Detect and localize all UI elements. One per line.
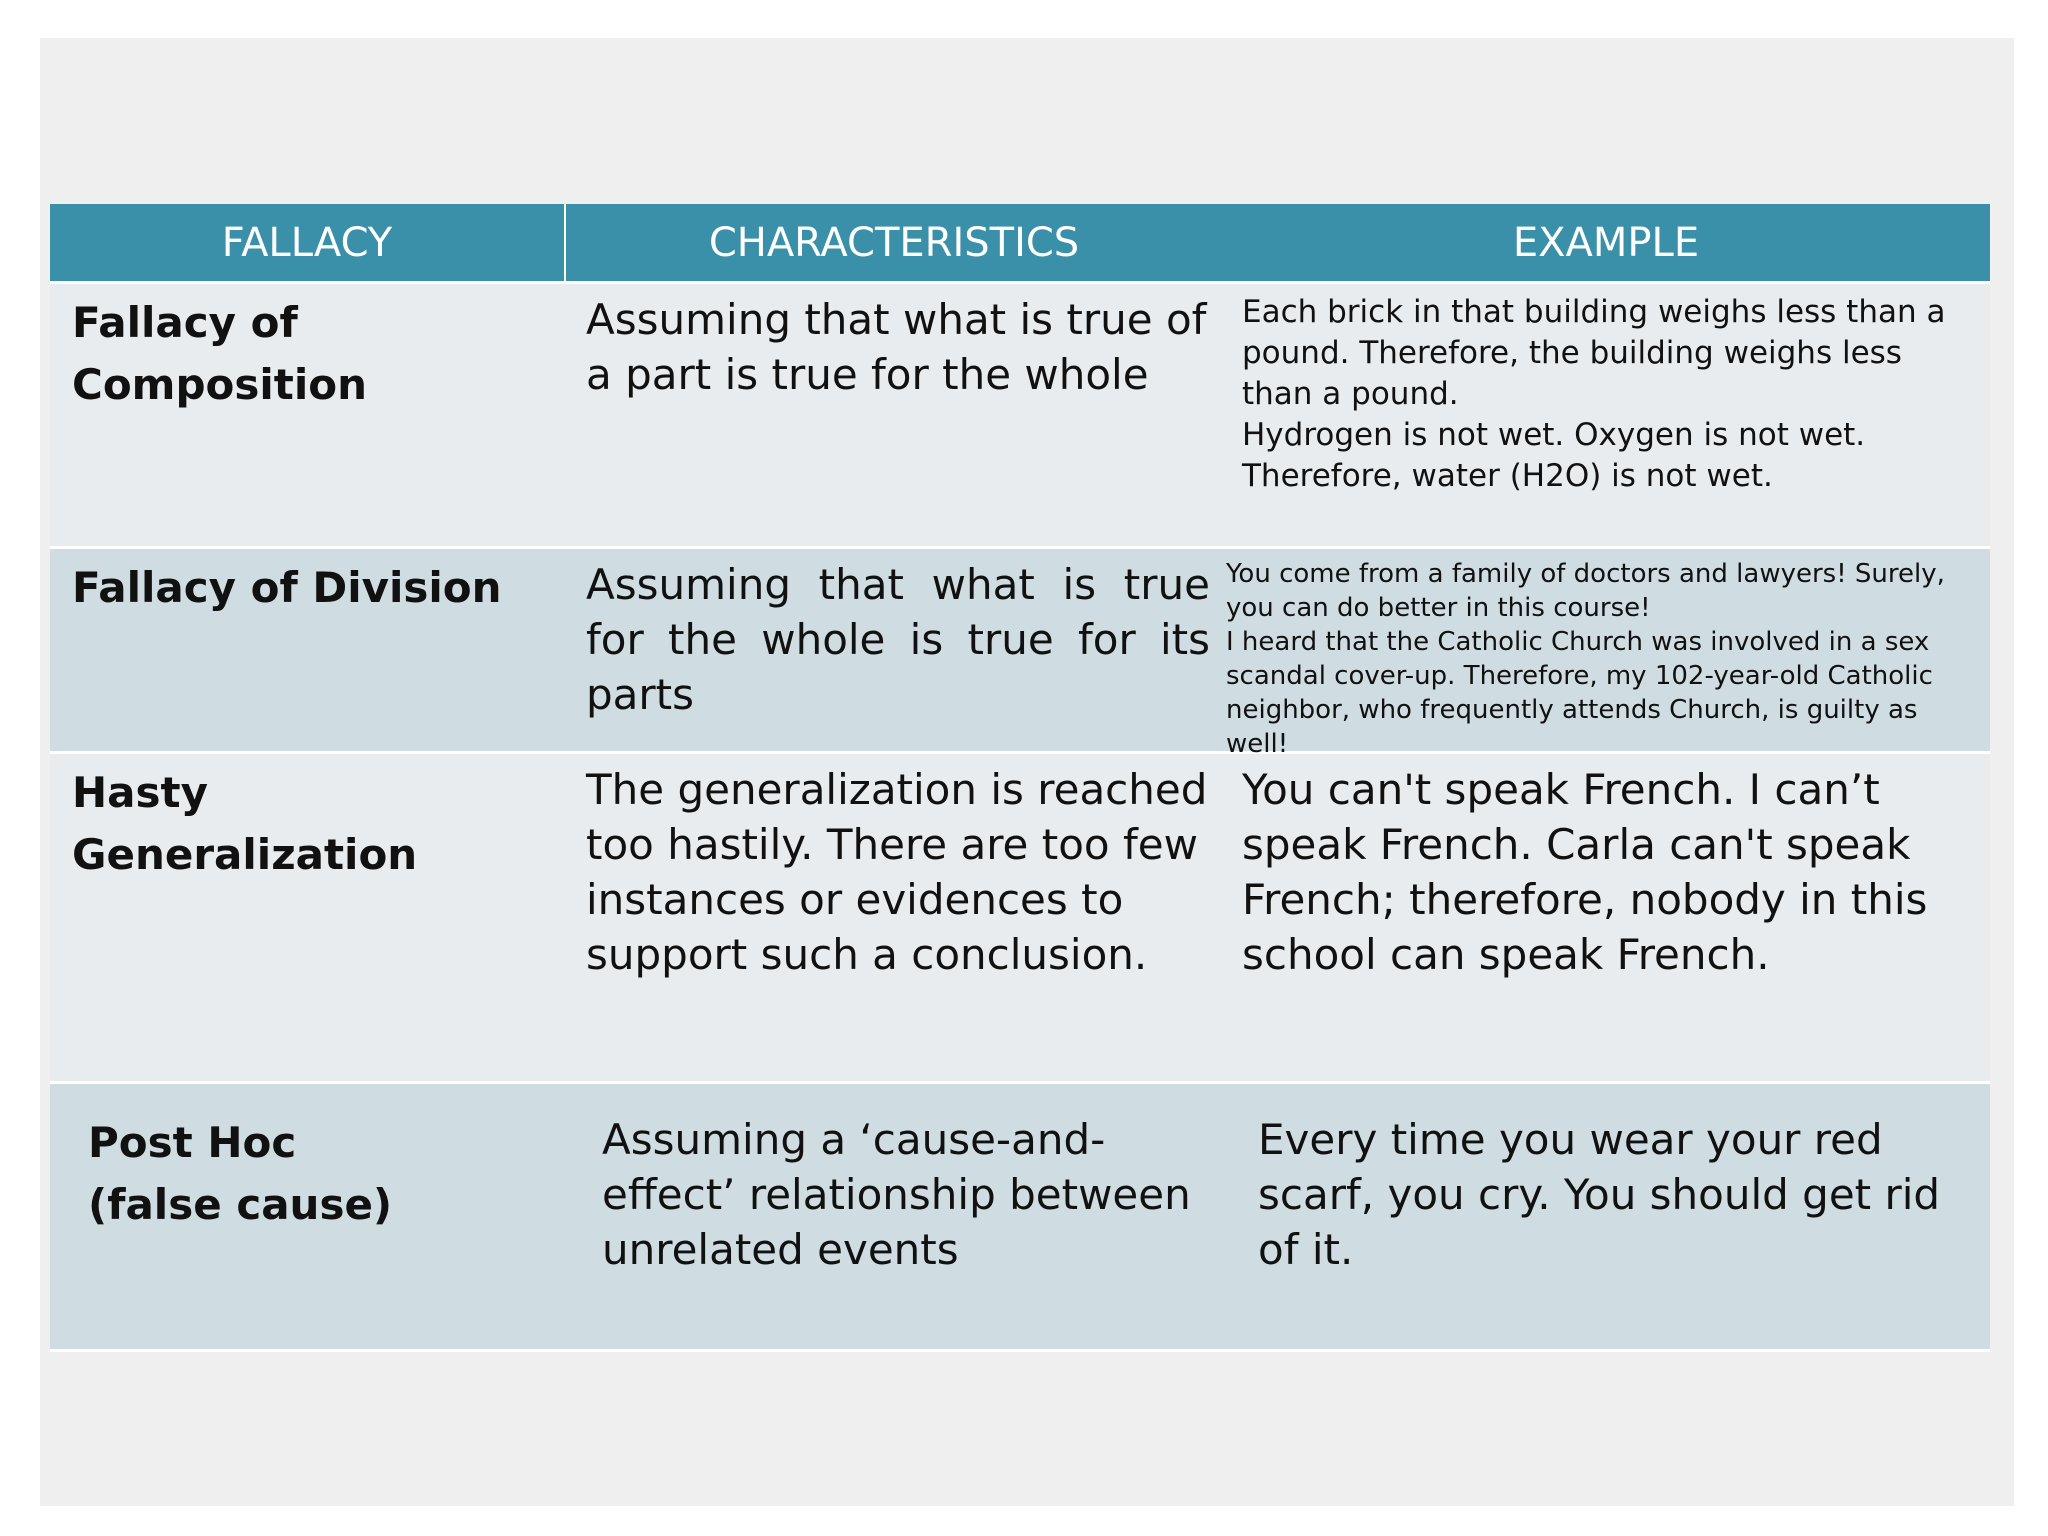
table-row (50, 284, 1990, 549)
header-characteristics: CHARACTERISTICS (708, 219, 1080, 266)
example-text: Each brick in that building weighs less than a pound. Therefore, the building weighs less than a pound. Hydrogen is not wet. Oxygen is not wet. Therefore, water (H2O) is not wet. (1242, 294, 1946, 494)
fallacy-name: Fallacy of Composition (72, 298, 367, 409)
fallacy-name: Hasty Generalization (72, 768, 418, 879)
characteristics-text: Assuming a ‘cause-and-effect’ relationship between unrelated events (602, 1115, 1191, 1274)
example-text: You can't speak French. I can’t speak French. Carla can't speak French; therefore, nobody in this school can speak French. (1242, 765, 1928, 979)
example-text: Every time you wear your red scarf, you cry. You should get rid of it. (1258, 1115, 1941, 1274)
fallacy-name: Post Hoc (false cause) (88, 1118, 393, 1229)
fallacy-name: Fallacy of Division (72, 563, 502, 612)
header-fallacy: FALLACY (50, 204, 566, 281)
characteristics-text: Assuming that what is true of a part is true for the whole (586, 295, 1207, 399)
table-row (50, 754, 1990, 1084)
characteristics-text: The generalization is reached too hastily. There are too few instances or evidences to support such a conclusion. (586, 765, 1208, 979)
example-text: You come from a family of doctors and lawyers! Surely, you can do better in this course! I heard that the Catholic Church was involved in a sex scandal cover-up. Therefore, my 102-year-old Catholic neighbor, who frequently attends Church, is guilty as well! (1226, 559, 1945, 759)
fallacy-table (50, 204, 1990, 1352)
header-example: EXAMPLE (1512, 219, 1700, 266)
table-header (50, 204, 1990, 284)
slide (40, 38, 2014, 1506)
table-row (50, 549, 1990, 759)
table-row (50, 1084, 1990, 1352)
characteristics-text: Assuming that what is true for the whole is true for its parts (586, 560, 1210, 719)
